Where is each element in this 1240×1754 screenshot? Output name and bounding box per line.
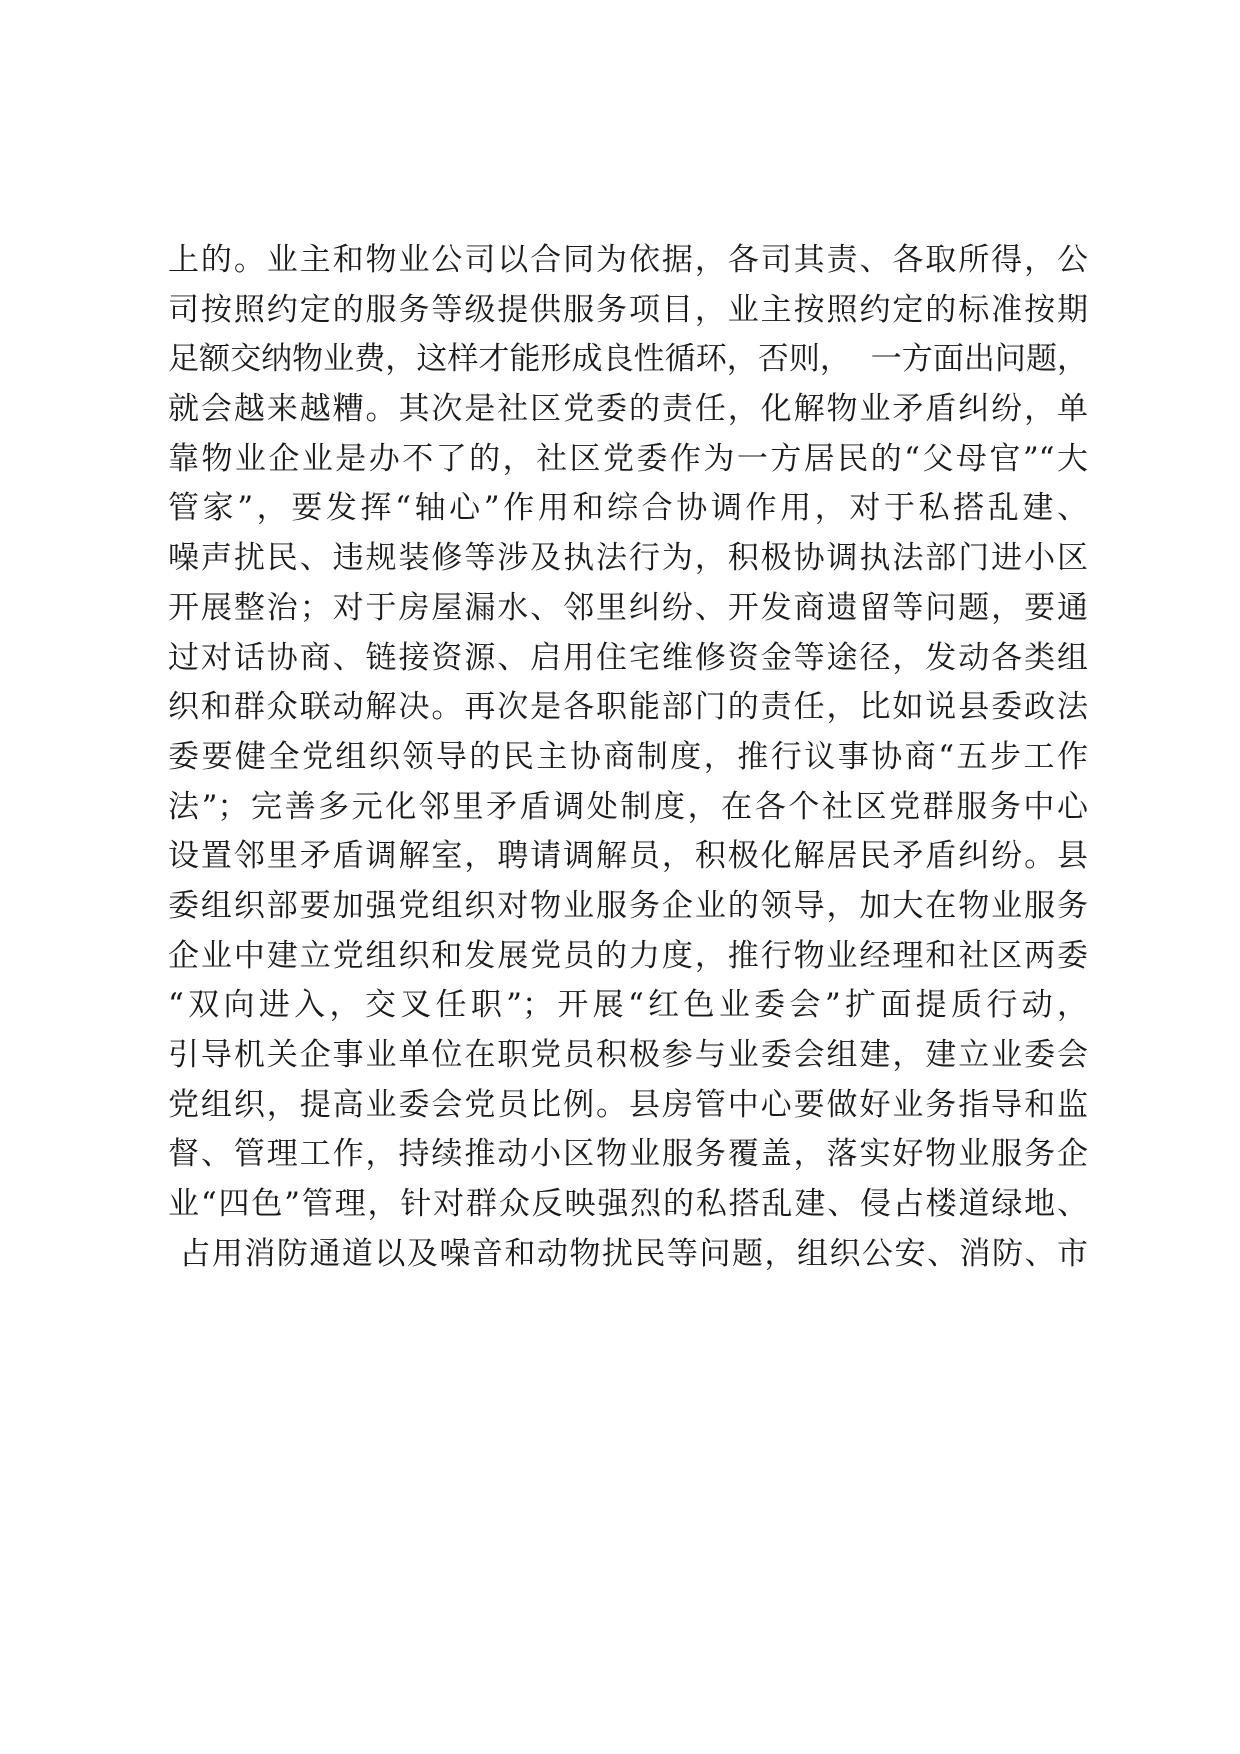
text-line: 司按照约定的服务等级提供服务项目，业主按照约定的标准按期 — [168, 291, 1088, 328]
text-line: 管家”，要发挥“轴心”作用和综合协调作用，对于私搭乱建、 — [168, 490, 1088, 527]
text-line: 委要健全党组织领导的民主协商制度，推行议事协商“五步工作 — [168, 738, 1088, 775]
text-line: 党组织，提高业委会党员比例。县房管中心要做好业务指导和监 — [168, 1086, 1088, 1123]
text-line: 足额交纳物业费，这样才能形成良性循环，否则， 一方面出问题， — [168, 341, 1088, 378]
text-line: 噪声扰民、违规装修等涉及执法行为，积极协调执法部门进小区 — [168, 540, 1088, 577]
text-line: 督、管理工作，持续推动小区物业服务覆盖，落实好物业服务企 — [168, 1136, 1088, 1173]
text-line: 企业中建立党组织和发展党员的力度，推行物业经理和社区两委 — [168, 937, 1088, 974]
text-line: 委组织部要加强党组织对物业服务企业的领导，加大在物业服务 — [168, 887, 1088, 924]
text-line: 织和群众联动解决。再次是各职能部门的责任，比如说县委政法 — [168, 689, 1088, 726]
text-line: 靠物业企业是办不了的，社区党委作为一方居民的“父母官”“大 — [168, 440, 1088, 477]
text-line: 开展整治；对于房屋漏水、邻里纠纷、开发商遗留等问题，要通 — [168, 589, 1088, 626]
text-line: 就会越来越糟。其次是社区党委的责任，化解物业矛盾纠纷，单 — [168, 391, 1088, 428]
text-line: 占用消防通道以及噪音和动物扰民等问题，组织公安、消防、市 — [168, 1235, 1088, 1272]
body-paragraph — [168, 236, 1088, 1279]
text-line: 业“四色”管理，针对群众反映强烈的私搭乱建、侵占楼道绿地、 — [168, 1186, 1088, 1223]
text-line: “双向进入，交叉任职”；开展“红色业委会”扩面提质行动， — [168, 987, 1088, 1024]
text-line: 引导机关企事业单位在职党员积极参与业委会组建，建立业委会 — [168, 1037, 1088, 1073]
text-line: 过对话协商、链接资源、启用住宅维修资金等途径，发动各类组 — [168, 639, 1088, 676]
text-line: 设置邻里矛盾调解室，聘请调解员，积极化解居民矛盾纠纷。县 — [168, 838, 1088, 875]
text-line: 上的。业主和物业公司以合同为依据，各司其责、各取所得，公 — [168, 242, 1088, 278]
text-line: 法”；完善多元化邻里矛盾调处制度，在各个社区党群服务中心 — [168, 788, 1088, 825]
